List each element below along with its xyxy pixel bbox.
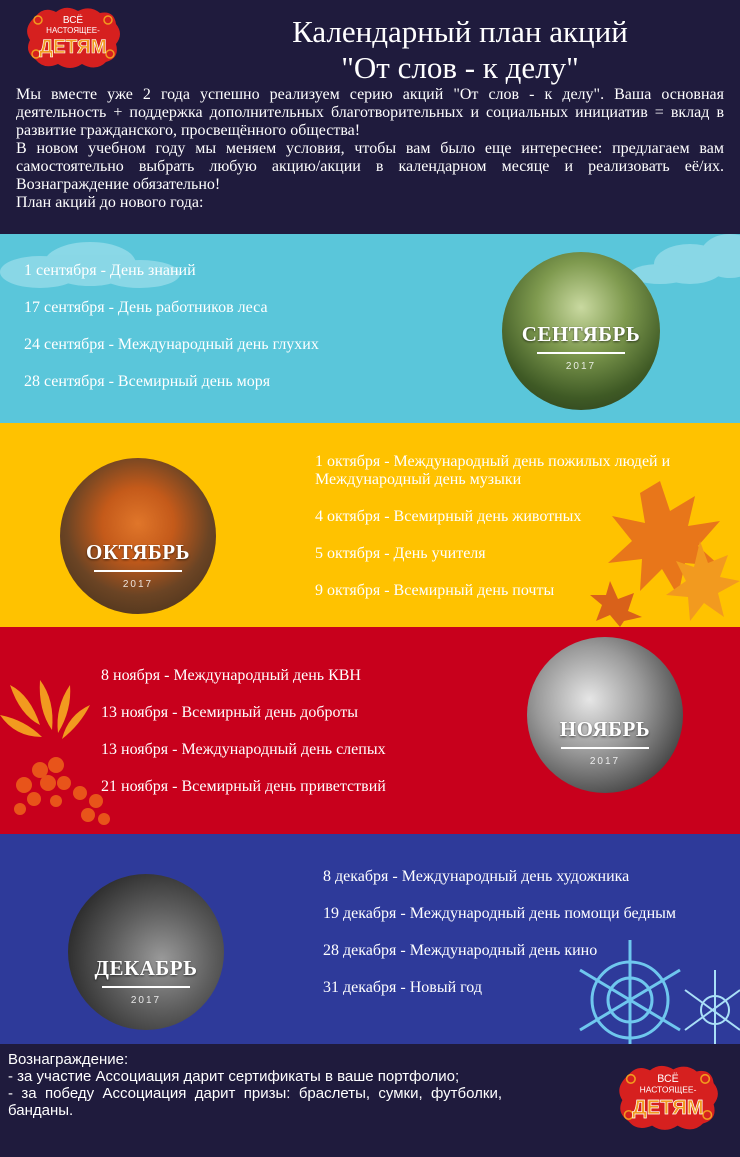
reward-line: - за победу Ассоциация дарит призы: браслеты, сумки, футболки, банданы. bbox=[8, 1085, 502, 1119]
year-label: 2017 bbox=[565, 361, 597, 372]
month-label: ДЕКАБРЬ bbox=[94, 956, 198, 980]
october-photo bbox=[60, 458, 216, 614]
event-item: 1 сентября - День знаний bbox=[24, 262, 196, 279]
december-events bbox=[323, 868, 720, 1016]
month-label: ОКТЯБРЬ bbox=[85, 540, 191, 564]
event-item: 28 сентября - Всемирный день моря bbox=[24, 373, 271, 390]
logo-line2: НАСТОЯЩЕЕ- bbox=[639, 1084, 697, 1095]
event-item: 4 октября - Всемирный день животных bbox=[315, 508, 582, 525]
event-item: 19 декабря - Международный день помощи бедным bbox=[323, 905, 676, 922]
divider bbox=[94, 570, 181, 572]
event-item: 21 ноября - Всемирный день приветствий bbox=[101, 778, 386, 795]
event-item: 13 ноября - Международный день слепых bbox=[101, 741, 386, 758]
december-photo bbox=[68, 874, 224, 1030]
event-item: 1 октября - Международный день пожилых людей и Международный день музыки bbox=[315, 453, 671, 488]
september-photo bbox=[502, 252, 660, 410]
logo-line1: ВСЁ bbox=[62, 15, 84, 26]
section-october bbox=[0, 423, 740, 627]
event-item: 8 декабря - Международный день художника bbox=[323, 868, 630, 885]
logo-line3: ДЕТЯМ bbox=[632, 1096, 704, 1119]
footer bbox=[0, 1044, 740, 1157]
logo-line1: ВСЁ bbox=[657, 1073, 679, 1086]
divider bbox=[561, 747, 648, 749]
event-item: 28 декабря - Международный день кино bbox=[323, 942, 598, 959]
section-december bbox=[0, 834, 740, 1044]
october-events bbox=[315, 453, 735, 619]
intro-paragraph-3: План акций до нового года: bbox=[16, 194, 204, 211]
title-line2: "От слов - к делу" bbox=[341, 50, 579, 85]
event-item: 13 ноября - Всемирный день доброты bbox=[101, 704, 358, 721]
logo-line3: ДЕТЯМ bbox=[39, 37, 107, 58]
november-photo bbox=[527, 637, 683, 793]
month-label: СЕНТЯБРЬ bbox=[521, 322, 641, 346]
month-label: НОЯБРЬ bbox=[559, 717, 651, 741]
reward-line: - за участие Ассоциация дарит сертификаты в ваше портфолио; bbox=[8, 1068, 460, 1085]
year-label: 2017 bbox=[130, 995, 162, 1006]
november-events bbox=[101, 667, 521, 815]
section-september bbox=[0, 234, 740, 423]
event-item: 31 декабря - Новый год bbox=[323, 979, 482, 996]
event-item: 5 октября - День учителя bbox=[315, 545, 486, 562]
event-item: 8 ноября - Международный день КВН bbox=[101, 667, 361, 684]
reward-text bbox=[8, 1051, 502, 1119]
brand-logo bbox=[24, 6, 122, 70]
section-november bbox=[0, 627, 740, 834]
event-item: 17 сентября - День работников леса bbox=[24, 299, 268, 316]
intro-paragraph-2: В новом учебном году мы меняем условия, чтобы вам было еще интереснее: предлагаем вам самостоятельно выбрать любую акцию/акции в календарном месяце и реализовать её/их. Вознаграждение обязательно! bbox=[16, 140, 724, 193]
year-label: 2017 bbox=[589, 756, 621, 767]
intro-paragraph-1: Мы вместе уже 2 года успешно реализуем серию акций "От слов - к делу". Ваша основная деятельность + поддержка дополнительных благотворительных и социальных инициатив = вклад в развитие гражданского, просвещённого общества! bbox=[16, 86, 724, 139]
intro-text bbox=[16, 86, 724, 212]
title-line1: Календарный план акций bbox=[292, 14, 628, 49]
event-item: 9 октября - Всемирный день почты bbox=[315, 582, 555, 599]
reward-heading: Вознаграждение: bbox=[8, 1051, 129, 1068]
logo-line2: НАСТОЯЩЕЕ- bbox=[46, 26, 100, 35]
brand-logo-footer bbox=[616, 1064, 720, 1132]
september-events bbox=[24, 262, 444, 410]
page-title bbox=[200, 14, 720, 86]
divider bbox=[537, 352, 625, 354]
event-item: 24 сентября - Международный день глухих bbox=[24, 336, 319, 353]
divider bbox=[102, 986, 189, 988]
header bbox=[0, 0, 740, 234]
year-label: 2017 bbox=[122, 579, 154, 590]
